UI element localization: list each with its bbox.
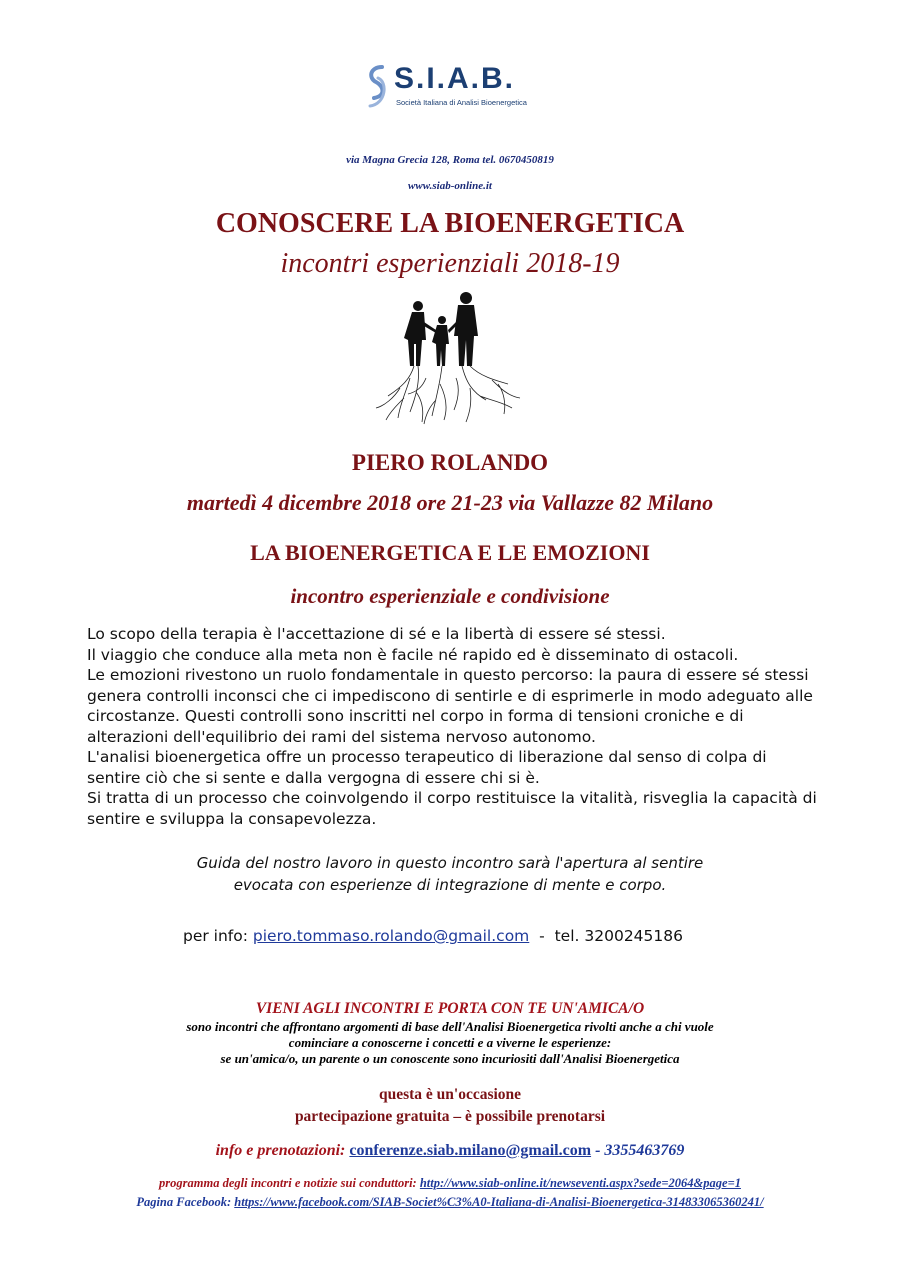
logo-subtitle: Società Italiana di Analisi Bioenergetica xyxy=(396,98,527,107)
guide-text xyxy=(0,852,900,896)
siab-logo xyxy=(364,62,564,112)
invite-text xyxy=(0,1019,900,1067)
event-format: incontro esperienziale e condivisione xyxy=(290,584,610,608)
contact-separator: - xyxy=(539,927,545,945)
program-label: programma degli incontri e notizie sui conduttori: xyxy=(159,1176,417,1190)
description-line: Lo scopo della terapia è l'accettazione di sé e la libertà di essere sé stessi. xyxy=(87,625,666,643)
speaker-name: PIERO ROLANDO xyxy=(351,450,549,475)
booking-info xyxy=(0,1142,900,1160)
description-line: Le emozioni rivestono un ruolo fondamentale in questo percorso: la paura di essere sé stessi xyxy=(87,666,809,684)
guide-line: evocata con esperienze di integrazione di mente e corpo. xyxy=(233,876,667,894)
facebook-label: Pagina Facebook: xyxy=(136,1195,232,1209)
invite-line: sono incontri che affrontano argomenti di base dell'Analisi Bioenergetica rivolti anche a chi vuole xyxy=(186,1019,714,1034)
guide-line: Guida del nostro lavoro in questo incontro sarà l'apertura al sentire xyxy=(196,854,704,872)
program-link[interactable]: http://www.siab-online.it/newseventi.aspx?sede=2064&page=1 xyxy=(419,1176,741,1190)
invite-line: se un'amica/o, un parente o un conoscente sono incuriositi dall'Analisi Bioenergetica xyxy=(220,1051,680,1066)
booking-email-link[interactable]: conferenze.siab.milano@gmail.com xyxy=(349,1142,592,1159)
facebook-info xyxy=(0,1195,900,1210)
logo-title: S.I.A.B. xyxy=(394,62,516,95)
contact-prefix: per info: xyxy=(183,927,248,945)
page-subtitle: incontri esperienziali 2018-19 xyxy=(280,248,620,279)
contact-phone: tel. 3200245186 xyxy=(554,927,683,945)
facebook-link[interactable]: https://www.facebook.com/SIAB-Societ%C3%A0-Italiana-di-Analisi-Bioenergetica-314833065360241/ xyxy=(234,1195,764,1209)
occasion-text: questa è un'occasione xyxy=(378,1086,522,1103)
description-line: sentire e sviluppa la consapevolezza. xyxy=(87,809,377,828)
event-datetime: martedì 4 dicembre 2018 ore 21-23 via Vallazze 82 Milano xyxy=(186,490,714,515)
siab-logo-icon xyxy=(364,64,390,110)
program-info xyxy=(0,1176,900,1191)
description-line: genera controlli inconsci che ci impediscono di sentirle e di esprimerle in modo adeguato alle xyxy=(87,686,813,705)
booking-phone: - 3355463769 xyxy=(595,1142,685,1159)
invite-title: VIENI AGLI INCONTRI E PORTA CON TE UN'AMICA/O xyxy=(255,1000,645,1017)
website: www.siab-online.it xyxy=(408,180,492,192)
family-roots-illustration xyxy=(370,288,530,428)
description-line: sentire ciò che si sente e dalla vergogna di essere chi si è. xyxy=(87,768,540,787)
invite-line: cominciare a conoscerne i concetti e a viverne le esperienze: xyxy=(288,1035,612,1050)
page-title: CONOSCERE LA BIOENERGETICA xyxy=(215,208,685,239)
description-line: circostanze. Questi controlli sono inscritti nel corpo in forma di tensioni croniche e di xyxy=(87,707,744,725)
description-line: alterazioni dell'equilibrio dei rami del sistema nervoso autonomo. xyxy=(87,727,596,746)
description-line: Si tratta di un processo che coinvolgendo il corpo restituisce la vitalità, risveglia la capacità di xyxy=(87,789,817,807)
event-topic: LA BIOENERGETICA E LE EMOZIONI xyxy=(250,540,650,565)
address: via Magna Grecia 128, Roma tel. 0670450819 xyxy=(346,154,554,166)
description-line: L'analisi bioenergetica offre un processo terapeutico di liberazione dal senso di colpa di xyxy=(87,748,767,766)
description-line: Il viaggio che conduce alla meta non è facile né rapido ed è disseminato di ostacoli. xyxy=(87,645,739,664)
description-text xyxy=(87,624,827,829)
booking-label: info e prenotazioni: xyxy=(215,1142,346,1159)
free-participation-text: partecipazione gratuita – è possibile prenotarsi xyxy=(294,1108,606,1125)
contact-email-link[interactable]: piero.tommaso.rolando@gmail.com xyxy=(252,927,530,945)
contact-info xyxy=(183,927,683,945)
